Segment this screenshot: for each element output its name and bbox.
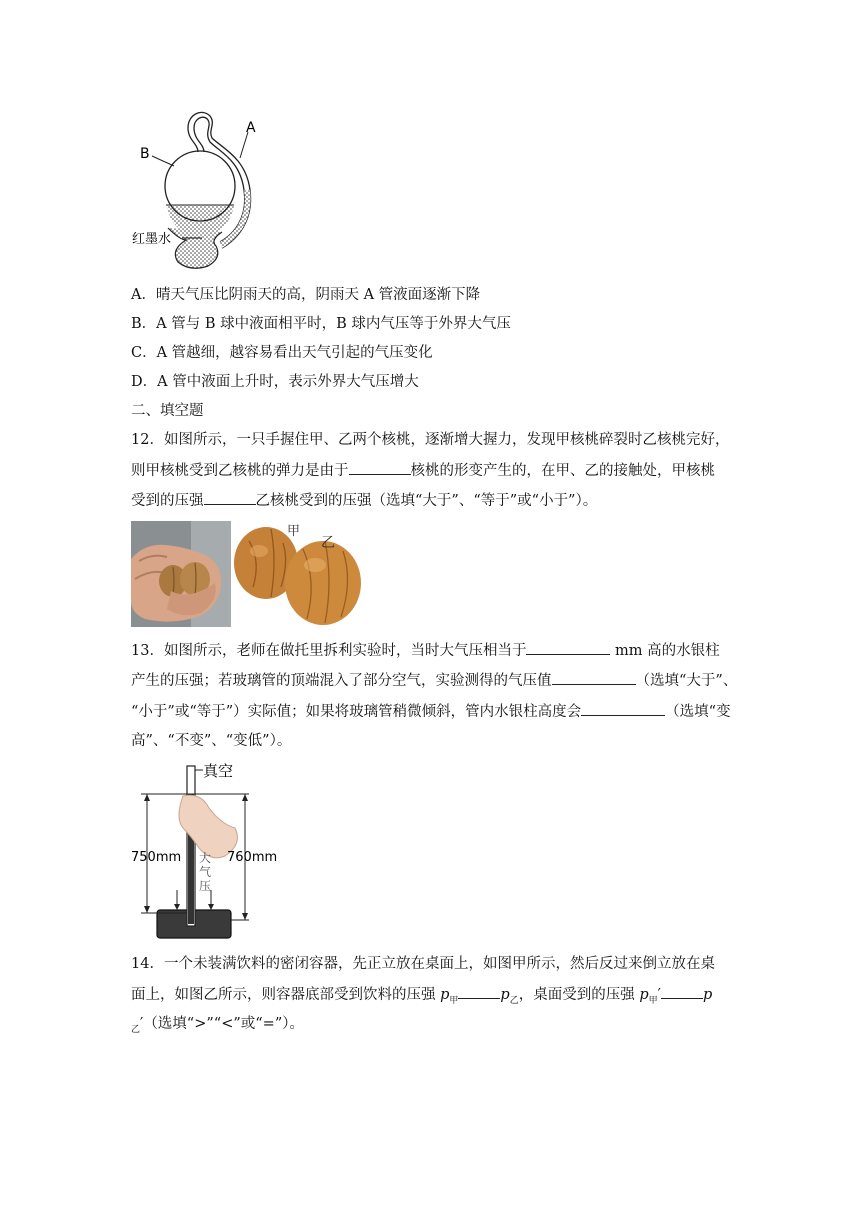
q14-line3-b: （选填“>”“<”或“=”）。 (143, 1016, 304, 1032)
q13-blank-1[interactable] (526, 640, 610, 655)
p-jia-subscript: 甲 (449, 996, 459, 1006)
q12-line2-a: 则甲核桃受到乙核桃的弹力是由于 (131, 463, 349, 479)
q12-line3 (131, 490, 597, 511)
q12-blank-2[interactable] (204, 490, 256, 505)
q14-line2-a: 面上，如图乙所示，则容器底部受到饮料的压强 (131, 987, 441, 1003)
q14-line2-b: ，桌面受到的压强 (518, 987, 640, 1003)
label-yi: 乙 (321, 535, 335, 551)
label-vacuum: 真空 (203, 762, 234, 780)
q13-line3-a: “小于”或“等于”）实际值；如果将玻璃管稍微倾斜，管内水银柱高度会 (131, 704, 582, 720)
prime-mark-1: ′ (657, 987, 661, 1003)
q12-line2 (131, 460, 715, 481)
option-a: A．晴天气压比阴雨天的高，阴雨天 A 管液面逐渐下降 (131, 287, 481, 303)
q13-line3 (131, 701, 731, 722)
q12-line2-b: 核桃的形变产生的，在甲、乙的接触处，甲核桃 (410, 463, 715, 479)
q13-line2-b: （选填“大于”、 (635, 673, 738, 689)
label-760mm: 760mm (227, 850, 278, 865)
q13-line2 (131, 670, 737, 691)
q13-line2-a: 产生的压强；若玻璃管的顶端混入了部分空气，实验测得的气压值 (131, 673, 552, 689)
p-yi-subscript: 乙 (509, 996, 519, 1006)
p-jia-prime-symbol: p (639, 987, 649, 1003)
p-yi-prime-subscript: 乙 (131, 1025, 141, 1035)
label-red-ink: 红墨水 (132, 232, 172, 247)
q13-line1 (131, 640, 720, 661)
q13-blank-3[interactable] (581, 701, 665, 716)
p-yi-symbol: p (500, 987, 510, 1003)
q13-line3-b: （选填“变 (665, 704, 731, 720)
q12-line3-a: 受到的压强 (131, 493, 204, 509)
p-yi-prime-symbol: p (702, 987, 713, 1003)
q14-blank-2[interactable] (661, 984, 703, 999)
label-a: A (246, 120, 256, 136)
q13-line1-b: mm 高的水银柱 (610, 643, 720, 659)
label-atm-3: 压 (199, 879, 212, 893)
option-b: B．A 管与 B 球中液面相平时，B 球内气压等于外界大气压 (131, 316, 511, 332)
section-title: 二、填空题 (131, 403, 204, 419)
label-atm-1: 大 (199, 851, 212, 865)
q13-blank-2[interactable] (552, 670, 636, 685)
label-b: B (140, 146, 150, 162)
q13-line1-a: 13．如图所示，老师在做托里拆利实验时，当时大气压相当于 (131, 643, 527, 659)
label-atm-2: 气 (199, 865, 212, 879)
label-750mm: 750mm (131, 850, 182, 865)
option-c: C．A 管越细，越容易看出天气引起的气压变化 (131, 345, 433, 361)
barometer-figure (130, 100, 270, 275)
walnut-figure (131, 521, 367, 627)
option-d: D．A 管中液面上升时，表示外界大气压增大 (131, 374, 419, 390)
q12-line1: 12．如图所示，一只手握住甲、乙两个核桃，逐渐增大握力，发现甲核桃碎裂时乙核桃完好， (131, 432, 730, 448)
p-jia-symbol: p (440, 987, 450, 1003)
p-jia-prime-subscript: 甲 (648, 996, 658, 1006)
q12-blank-1[interactable] (349, 460, 411, 475)
walnut-yi (285, 541, 361, 625)
prime-mark-2: ′ (140, 1016, 144, 1032)
q12-line3-b: 乙核桃受到的压强（选填“大于”、“等于”或“小于”）。 (255, 493, 598, 509)
q13-line4: 高”、“不变”、“变低”）。 (131, 733, 292, 749)
q14-blank-1[interactable] (458, 984, 500, 999)
q14-line1: 14．一个未装满饮料的密闭容器，先正立放在桌面上，如图甲所示，然后反过来倒立放在桌 (131, 956, 715, 972)
q14-line3 (131, 1014, 304, 1040)
label-jia: 甲 (287, 524, 301, 539)
q14-line2 (131, 984, 712, 1011)
torricelli-figure (131, 758, 281, 943)
